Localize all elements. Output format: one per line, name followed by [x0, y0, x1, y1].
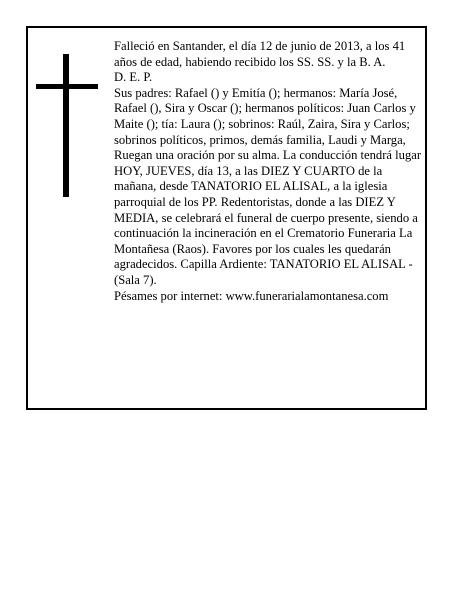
family-members: Sus padres: Rafael () y Emitía (); hermanos: María José, Rafael (), Sira y Oscar (); hermanos políticos: Juan Carlos y Maite (); tía: Laura (); sobrinos: Raúl, Zaira, Sira y Carlos; sobrinos políticos, primos, demás familia, Laudi y Marga, [114, 85, 416, 147]
cross-icon [36, 54, 98, 197]
cross-horizontal-bar [36, 84, 98, 89]
cross-vertical-bar [63, 54, 69, 197]
death-announcement: Falleció en Santander, el día 12 de junio de 2013, a los 41 años de edad, habiendo recibido los SS. SS. y la B. A. [114, 39, 406, 69]
service-details: Ruegan una oración por su alma. La conducción tendrá lugar HOY, JUEVES, día 13, a las DIEZ Y CUARTO de la mañana, desde TANATORIO EL ALISAL, a la iglesia parroquial de los PP. Redentoristas, donde a las DIEZ Y MEDIA, se celebrará el funeral de cuerpo presente, siendo a continuación la incineración en el Crematorio Funeraria La Montañesa (Raos). Favores por los cuales les quedarán agradecidos. Capilla Ardiente: TANATORIO EL ALISAL - (Sala 7). [114, 148, 422, 287]
condolences-website: Pésames por internet: www.funerarialamontanesa.com [114, 288, 389, 303]
obituary-text [114, 39, 426, 304]
rest-in-peace: D. E. P. [114, 70, 153, 85]
